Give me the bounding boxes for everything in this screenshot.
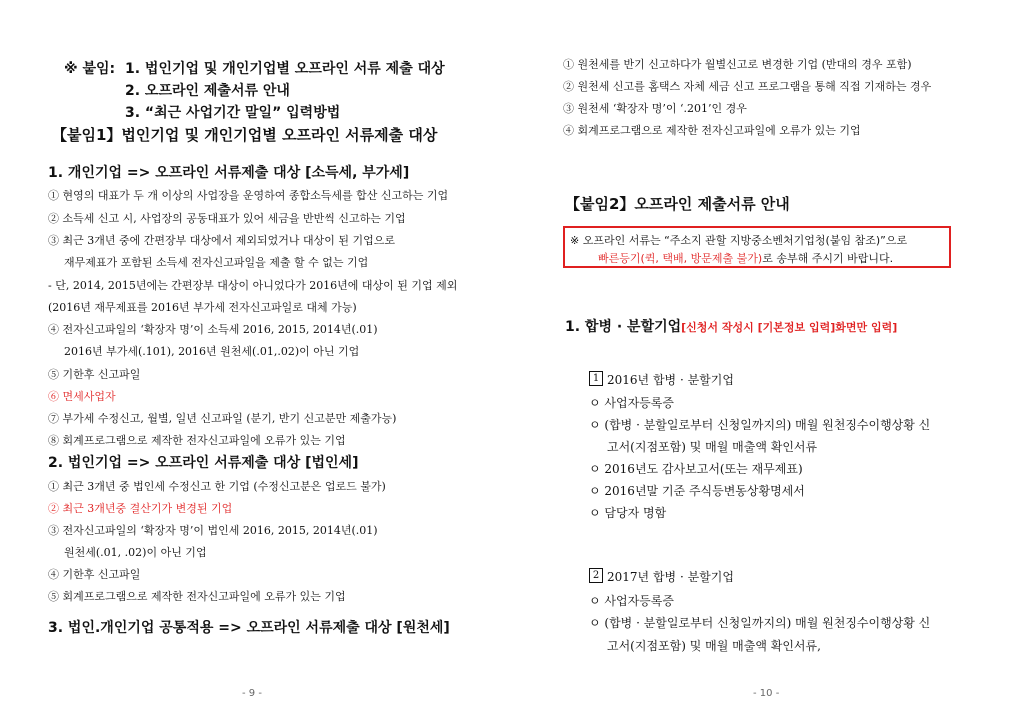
box1-item-6: ㅇ 담당자 명함 — [589, 506, 667, 520]
sec2-line-2: ② 최근 3개년중 결산기가 변경된 기업 — [48, 502, 233, 515]
page-number-left: - 9 - — [242, 688, 262, 699]
sec1-line-5: - 단, 2014, 2015년에는 간편장부 대상이 아니었다가 2016년에 대상이 된 기업 제외 — [48, 279, 458, 292]
box2-item-1: ㅇ 사업자등록증 — [589, 594, 674, 608]
merge-heading-line — [565, 316, 897, 336]
box1-item-1: ㅇ 사업자등록증 — [589, 396, 674, 410]
sec1-line-3: ③ 최근 3개년 중에 간편장부 대상에서 제외되었거나 대상이 된 기업으로 — [48, 234, 395, 247]
attach-item-2: 2. 오프라인 제출서류 안내 — [125, 83, 290, 99]
box1-item-2: ㅇ (합병 · 분할일로부터 신청일까지의) 매월 원천징수이행상황 신 — [589, 418, 931, 432]
sec1-line-4: 재무제표가 포함된 소득세 전자신고파일을 제출 할 수 없는 기업 — [64, 256, 369, 269]
section3-heading: 3. 법인.개인기업 공통적용 => 오프라인 서류제출 대상 [원천세] — [48, 620, 450, 636]
section2-heading: 2. 법인기업 => 오프라인 서류제출 대상 [법인세] — [48, 455, 359, 471]
wht-line-2: ② 원천세 신고를 홈택스 자체 세금 신고 프로그램을 통해 직접 기재하는 경우 — [563, 80, 932, 93]
sec2-line-6: ⑤ 회계프로그램으로 제작한 전자신고파일에 오류가 있는 기업 — [48, 590, 346, 603]
merge-heading: 1. 합병 · 분할기업 — [565, 319, 682, 335]
sec1-line-9: ⑤ 기한후 신고파일 — [48, 368, 141, 381]
appendix2-title: 【붙임2】오프라인 제출서류 안내 — [565, 195, 790, 213]
sec2-line-3: ③ 전자신고파일의 ‘확장자 명’이 법인세 2016, 2015, 2014년(.01) — [48, 524, 378, 537]
sec1-line-12: ⑧ 회계프로그램으로 제작한 전자신고파일에 오류가 있는 기업 — [48, 434, 346, 447]
sec1-line-8: 2016년 부가세(.101), 2016년 원천세(.01,.02)이 아닌 기업 — [64, 345, 360, 358]
attach-prefix: ※ 붙임: — [64, 61, 116, 77]
sec1-line-2: ② 소득세 신고 시, 사업장의 공동대표가 있어 세금을 반반씩 신고하는 기업 — [48, 212, 406, 225]
box2-number: 2 — [589, 568, 603, 583]
sec1-line-10: ⑥ 면세사업자 — [48, 390, 116, 403]
section1-heading: 1. 개인기업 => 오프라인 서류제출 대상 [소득세, 부가세] — [48, 165, 410, 181]
box1-item-3: 고서(지점포함) 및 매월 매출액 확인서류 — [607, 440, 818, 454]
sec2-line-4: 원천세(.01, .02)이 아닌 기업 — [64, 546, 207, 559]
box1-item-4: ㅇ 2016년도 감사보고서(또는 재무제표) — [589, 462, 803, 476]
box2-item-3: 고서(지점포함) 및 매월 매출액 확인서류, — [607, 639, 821, 653]
box2-item-2: ㅇ (합병 · 분할일로부터 신청일까지의) 매월 원천징수이행상황 신 — [589, 616, 931, 630]
wht-line-3: ③ 원천세 ‘확장자 명’이 ‘.201’인 경우 — [563, 102, 747, 115]
box2-title: 2017년 합병 · 분할기업 — [607, 570, 734, 584]
box1-item-5: ㅇ 2016년말 기준 주식등변동상황명세서 — [589, 484, 805, 498]
wht-line-4: ④ 회계프로그램으로 제작한 전자신고파일에 오류가 있는 기업 — [563, 124, 861, 137]
merge-note: [신청서 작성시 [기본정보 입력]화면만 입력] — [681, 321, 898, 334]
sec2-line-1: ① 최근 3개년 중 법인세 수정신고 한 기업 (수정신고분은 업로드 불가) — [48, 480, 386, 493]
sec1-line-11: ⑦ 부가세 수정신고, 월별, 일년 신고파일 (분기, 반기 신고분만 제출가능) — [48, 412, 397, 425]
sec1-line-6: (2016년 재무제표를 2016년 부가세 전자신고파일로 대체 가능) — [48, 301, 357, 314]
notice-line-2 — [598, 250, 893, 266]
notice-rest-text: 로 송부해 주시기 바랍니다. — [762, 252, 894, 265]
appendix1-title: 【붙임1】법인기업 및 개인기업별 오프라인 서류제출 대상 — [52, 126, 438, 144]
attach-item-1: 1. 법인기업 및 개인기업별 오프라인 서류 제출 대상 — [125, 61, 445, 77]
wht-line-1: ① 원천세를 반기 신고하다가 월별신고로 변경한 기업 (반대의 경우 포함) — [563, 58, 912, 71]
sec2-line-5: ④ 기한후 신고파일 — [48, 568, 141, 581]
box1-number: 1 — [589, 371, 603, 386]
attach-item-3: 3. “최근 사업기간 말일” 입력방법 — [125, 105, 341, 121]
box1-title: 2016년 합병 · 분할기업 — [607, 373, 734, 387]
notice-red-text: 빠른등기(퀵, 택배, 방문제출 불가) — [598, 252, 763, 265]
notice-line-1: ※ 오프라인 서류는 “주소지 관할 지방중소벤처기업청(붙임 참조)”으로 — [570, 234, 908, 247]
sec1-line-1: ① 현영의 대표가 두 개 이상의 사업장을 운영하여 종합소득세를 합산 신고하는 기업 — [48, 189, 449, 202]
page-number-right: - 10 - — [753, 688, 780, 699]
sec1-line-7: ④ 전자신고파일의 ‘확장자 명’이 소득세 2016, 2015, 2014년(.01) — [48, 323, 378, 336]
